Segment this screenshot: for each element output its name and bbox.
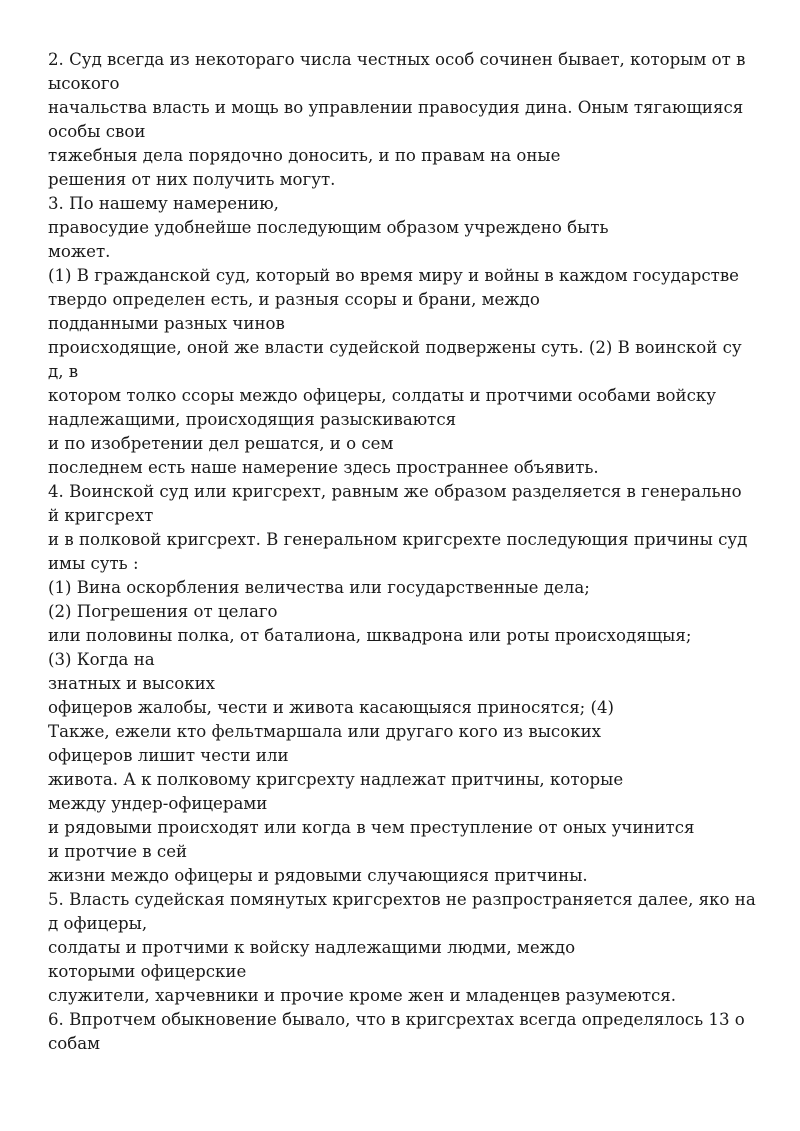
text-line: особы свои <box>48 122 146 141</box>
text-line: собам <box>48 1034 101 1053</box>
text-line: правосудие удобнейше последующим образом учреждено быть <box>48 218 609 237</box>
text-line: твердо определен есть, и разныя ссоры и брани, междо <box>48 290 540 309</box>
text-line: д, в <box>48 362 79 381</box>
document-page <box>48 48 768 1056</box>
text-line: офицеров лишит чести или <box>48 746 289 765</box>
text-line: офицеров жалобы, чести и живота касающыяся приносятся; (4) <box>48 698 615 717</box>
text-line: 6. Впротчем обыкновение бывало, что в кригсрехтах всегда определялось 13 о <box>48 1010 745 1029</box>
text-line: жизни междо офицеры и рядовыми случающияся притчины. <box>48 866 588 885</box>
text-line: й кригсрехт <box>48 506 154 525</box>
text-line: может. <box>48 242 111 261</box>
text-line: и в полковой кригсрехт. В генеральном кригсрехте последующия причины суд <box>48 530 748 549</box>
text-line: начальства власть и мощь во управлении правосудия дина. Оным тягающияся <box>48 98 744 117</box>
text-line: и по изобретении дел решатся, и о сем <box>48 434 394 453</box>
text-line: (2) Погрешения от целаго <box>48 602 278 621</box>
text-line: (3) Когда на <box>48 650 155 669</box>
text-line: и протчие в сей <box>48 842 188 861</box>
text-line: котором толко ссоры междо офицеры, солдаты и протчими особами войску <box>48 386 717 405</box>
text-line: 3. По нашему намерению, <box>48 194 279 213</box>
text-line: имы суть : <box>48 554 139 573</box>
text-line: 4. Воинской суд или кригсрехт, равным же образом разделяется в генерально <box>48 482 742 501</box>
text-line: последнем есть наше намерение здесь пространнее объявить. <box>48 458 599 477</box>
text-line: знатных и высоких <box>48 674 216 693</box>
text-line: д офицеры, <box>48 914 148 933</box>
text-line: тяжебныя дела порядочно доносить, и по правам на оные <box>48 146 561 165</box>
text-line: служители, харчевники и прочие кроме жен и младенцев разумеются. <box>48 986 677 1005</box>
text-line: надлежащими, происходящия разыскиваются <box>48 410 457 429</box>
text-line: подданными разных чинов <box>48 314 285 333</box>
text-line: живота. А к полковому кригсрехту надлежат притчины, которые <box>48 770 624 789</box>
text-line: решения от них получить могут. <box>48 170 336 189</box>
text-line: (1) В гражданской суд, который во время миру и войны в каждом государстве <box>48 266 739 285</box>
text-line: 2. Суд всегда из некотораго числа честных особ сочинен бывает, которым от в <box>48 50 746 69</box>
text-line: между ундер-офицерами <box>48 794 268 813</box>
text-line: 5. Власть судейская помянутых кригсрехтов не разпространяется далее, яко на <box>48 890 756 909</box>
text-line: происходящие, оной же власти судейской подвержены суть. (2) В воинской су <box>48 338 742 357</box>
text-line: которыми офицерские <box>48 962 247 981</box>
text-line: или половины полка, от баталиона, шквадрона или роты происходящыя; <box>48 626 692 645</box>
text-line: Также, ежели кто фельтмаршала или другаго кого из высоких <box>48 722 601 741</box>
text-line: и рядовыми происходят или когда в чем преступление от оных учинится <box>48 818 695 837</box>
text-line: (1) Вина оскорбления величества или государственные дела; <box>48 578 590 597</box>
text-line: солдаты и протчими к войску надлежащими людми, междо <box>48 938 576 957</box>
text-line: ысокого <box>48 74 120 93</box>
